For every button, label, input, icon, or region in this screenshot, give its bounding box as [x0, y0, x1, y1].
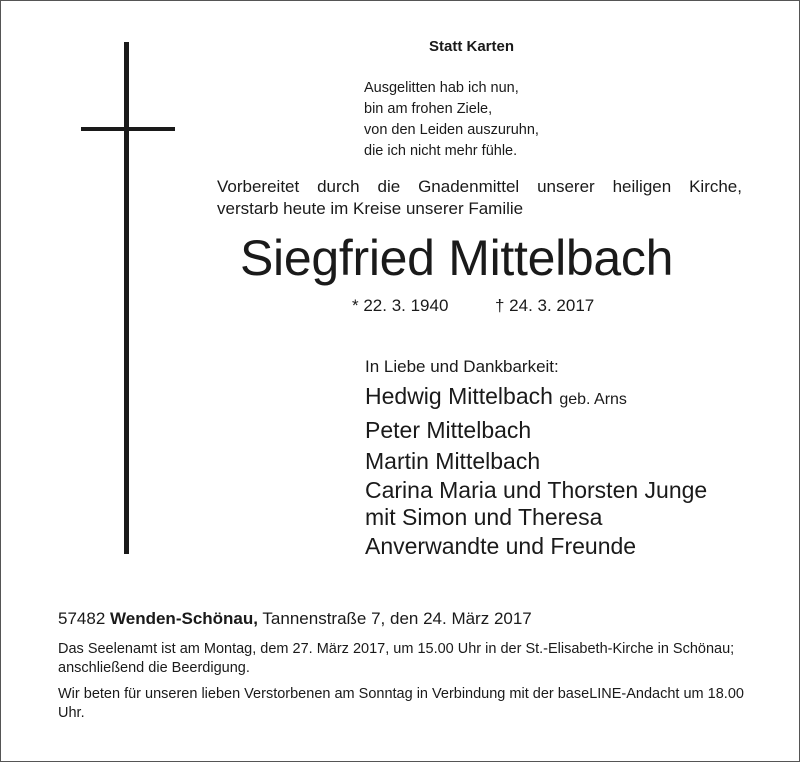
mourner-hedwig [365, 381, 707, 415]
mourner-children: mit Simon und Theresa [365, 504, 603, 530]
zip-code: 57482 [58, 609, 106, 628]
poem-line: bin am frohen Ziele, [364, 101, 493, 117]
deceased-name: Siegfried Mittelbach [240, 230, 674, 286]
intro-text [217, 176, 742, 220]
prayer-info: Wir beten für unseren lieben Verstorbenen am Sonntag in Verbindung mit der baseLINE-Andacht um 18.00 Uhr. [58, 686, 744, 721]
poem-line: die ich nicht mehr fühle. [364, 143, 518, 159]
intro-line: verstarb heute im Kreise unserer Familie [217, 199, 524, 218]
intro-line: Vorbereitet durch die Gnadenmittel unserer heiligen Kirche, [217, 177, 742, 196]
death-date: † 24. 3. 2017 [495, 296, 595, 315]
poem-line: Ausgelitten hab ich nun, [364, 80, 519, 96]
town: Wenden-Schönau, [110, 609, 258, 628]
cross-icon-vertical [124, 42, 129, 554]
funeral-info: Das Seelenamt ist am Montag, dem 27. März 2017, um 15.00 Uhr in der St.-Elisabeth-Kirche in Schönau; anschließend die Beerdigung. [58, 641, 735, 676]
mourner-name: Hedwig Mittelbach [365, 383, 553, 409]
mourners-intro: In Liebe und Dankbarkeit: [365, 357, 559, 376]
birth-date: * 22. 3. 1940 [352, 296, 449, 315]
poem-line: von den Leiden auszuruhn, [364, 122, 539, 138]
mourner-carina: Carina Maria und Thorsten Junge [365, 477, 708, 503]
statt-karten-heading: Statt Karten [429, 38, 515, 55]
mourner-martin: Martin Mittelbach [365, 448, 541, 474]
mourner-peter: Peter Mittelbach [365, 417, 532, 443]
cross-icon-horizontal [81, 127, 175, 131]
poem [364, 78, 539, 162]
mourners-list [365, 381, 707, 562]
address-line [58, 609, 532, 629]
maiden-name: geb. Arns [559, 391, 627, 408]
street-date: Tannenstraße 7, den 24. März 2017 [262, 609, 532, 628]
mourner-relatives: Anverwandte und Freunde [365, 533, 637, 559]
